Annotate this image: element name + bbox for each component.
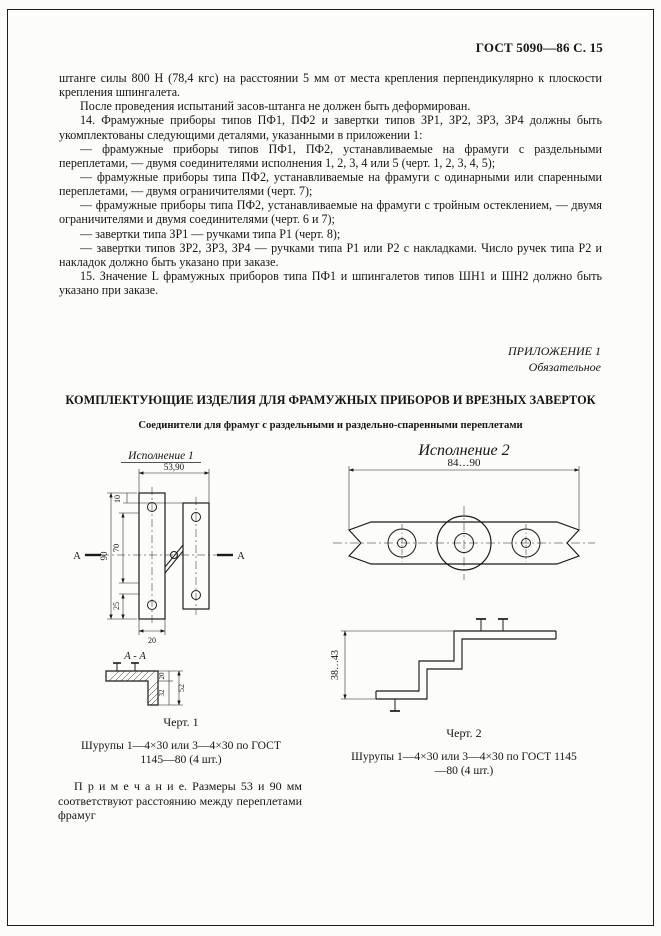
figure1-caption: Черт. 1 <box>163 715 199 729</box>
plan-view <box>333 466 595 580</box>
dim-label-offset: 10 <box>113 495 122 503</box>
appendix-title: КОМПЛЕКТУЮЩИЕ ИЗДЕЛИЯ ДЛЯ ФРАМУЖНЫХ ПРИБОРОВ И ВРЕЗНЫХ ЗАВЕРТОК <box>65 393 596 407</box>
dim-label-s32: 32 <box>158 689 166 697</box>
dim-label-90: 90 <box>99 551 109 561</box>
dim-label-70: 70 <box>111 543 121 553</box>
dim-label-52: 52 <box>177 684 186 692</box>
figure1-variant-label: Исполнение 1 <box>128 450 194 462</box>
figure2-caption: Черт. 2 <box>446 726 482 740</box>
dim-label-height: 38…43 <box>330 650 341 680</box>
page-header: ГОСТ 5090—86 С. 15 <box>475 40 603 55</box>
figure1-note: П р и м е ч а н и е. Размеры 53 и 90 мм соответствуют расстоянию между переплетами фрамуг <box>58 778 302 823</box>
appendix-subtitle: Соединители для фрамуг с раздельными и раздельно-спаренными переплетами <box>138 420 523 431</box>
appendix-sublabel: Обязательное <box>528 359 601 374</box>
section-marker-a-left: А <box>73 551 81 562</box>
front-view <box>85 463 233 636</box>
figure-2 <box>310 438 618 779</box>
paragraph-dash-item: — завертки типов ЗР2, ЗР3, ЗР4 — ручками типа Р1 или Р2 с накладками. Число ручек типа Р2 и накладок должно быть указано при заказе. <box>59 240 602 269</box>
paragraph: После проведения испытаний засов-штанга не должен быть деформирован. <box>80 99 471 114</box>
section-marker-a-right: А <box>237 551 245 562</box>
section-view <box>106 663 183 705</box>
dim-label-20: 20 <box>148 636 156 645</box>
paragraph-dash-item: — фрамужные приборы типа ПФ2, устанавливаемые на фрамуги с одинарными или спаренными переплетами, — двумя ограничителями (черт. 7); <box>59 169 602 199</box>
dim-label-25: 25 <box>112 602 121 610</box>
paragraph-item-14: 14. Фрамужные приборы типов ПФ1, ПФ2 и завертки типов ЗР1, ЗР2, ЗР3, ЗР4 должны быть укомплектованы следующими деталями, указанными в приложении 1: <box>59 113 602 142</box>
dim-label-width: 84…90 <box>447 457 481 469</box>
paragraph-dash-item: — фрамужные приборы типов ПФ1, ПФ2, устанавливаемые на фрамуги с раздельными переплетами, — двумя соединителями исполнения 1, 2, 3, 4 или 5 (черт. 1, 2, 3, 4, 5); <box>59 141 602 170</box>
paragraph-continuation: штанге силы 800 Н (78,4 кгс) на расстоянии 5 мм от места крепления перпендикулярно к плоскости крепления шпингалета. <box>59 71 602 100</box>
section-label: А - А <box>124 651 146 662</box>
figure2-screws-note: Шурупы 1—4×30 или 3—4×30 по ГОСТ 1145—80 (4 шт.) <box>351 750 577 778</box>
profile-view <box>341 619 556 711</box>
figure2-variant-label: Исполнение 2 <box>418 442 510 459</box>
figure2-drawing <box>311 438 617 722</box>
figure-1 <box>56 447 306 823</box>
paragraph-item-15: 15. Значение L фрамужных приборов типа ПФ1 и шпингалетов типов ШН1 и ШН2 должно быть указано при заказе. <box>59 268 602 298</box>
paragraph-dash-item: — завертки типа ЗР1 — ручками типа Р1 (черт. 8); <box>80 226 341 241</box>
appendix-label: ПРИЛОЖЕНИЕ 1 <box>508 344 601 358</box>
dim-label-top: 53,90 <box>163 462 185 472</box>
paragraph-dash-item: — фрамужные приборы типа ПФ2, устанавливаемые на фрамуги с тройным остеклением, — двумя ограничителями и двумя соединителями (черт. 6 и 7); <box>59 198 602 227</box>
figure1-drawing <box>61 447 301 711</box>
appendix-block <box>508 344 601 375</box>
dim-label-s20: 20 <box>158 672 166 680</box>
figure1-screws-note: Шурупы 1—4×30 или 3—4×30 по ГОСТ 1145—80 (4 шт.) <box>81 739 281 767</box>
body-text <box>59 71 602 297</box>
